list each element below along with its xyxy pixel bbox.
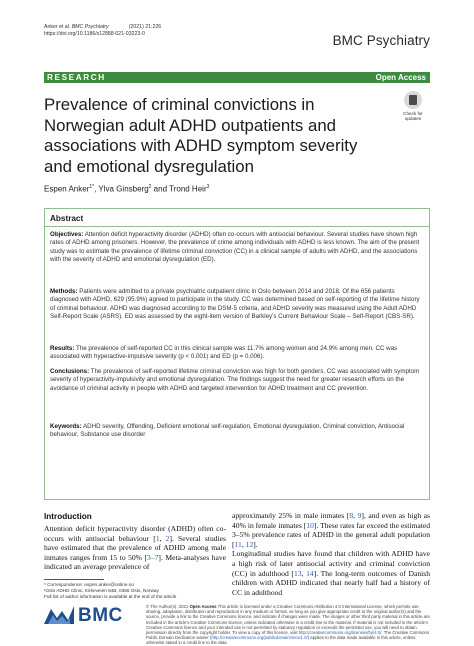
license-link[interactable]: http://creativecommons.org/licenses/by/4.0/ (298, 630, 382, 636)
footnotes (44, 582, 226, 599)
author-list: Espen Anker$^{1*}$, Ylva Ginsberg$^2$ and Trond Heir$^3$ (44, 184, 210, 194)
citation-reference[interactable]: 3–7 (147, 552, 159, 562)
article-type-banner (44, 72, 430, 83)
page-header (44, 24, 430, 52)
body-text: ]. (253, 539, 258, 549)
author-affiliation-mark: 1* (89, 184, 95, 190)
bmc-logo-text: BMC (78, 605, 123, 626)
author-name[interactable]: Ylva Ginsberg (98, 184, 149, 194)
section-text: Patients were admitted to a private psychiatric outpatient clinic in Oslo between 2014 and 2018. Of the 656 patients diagnosed with ADHD, 629 (95.9%) agreed to participate in the study. CC was determined based on self-reporting of the lifetime history of criminal behaviour. ADHD was diagnosed according to the DSM-5 criteria, and ADHD severity was measured using the Adult ADHD Self-Report Scale (ASRS). ED was assessed by the eight-item version of Barkley's Current Behaviour Scale – Self-Report (CBS-SR). (50, 288, 420, 321)
body-text: , (353, 511, 358, 520)
section-text: The prevalence of self-reported CC in this clinical sample was 11.7% among women and 24.9% among men. CC was associated with hyperactive-impulsive severity (p < 0.001) and ED (p = 0.006). (50, 345, 398, 361)
body-text: ], and even as high as 40% in female inmates [ (232, 511, 431, 530)
body-column-right (232, 511, 430, 597)
article-title: Prevalence of criminal convictions in Norwegian adult ADHD outpatients and associations with ADHD symptom severity and emotional dysregulation (44, 95, 358, 176)
body-text: ]. Meta-analyses have indicated an average prevalence of (44, 552, 226, 572)
body-column-left (44, 524, 226, 572)
citation-reference[interactable]: 2 (165, 533, 170, 543)
body-text: , (159, 533, 166, 543)
section-text: The prevalence of self-reported lifetime criminal conviction was high for both genders. CC was associated with symptom severity of hyperactivity-impulsivity and emotional dysregulation. The findings suggest the need for greater research efforts on the avoidance of criminal activity in people with ADHD and targeted intervention for ADHD treatment and CC prevention. (50, 368, 420, 392)
author-name[interactable]: Trond Heir (169, 184, 207, 194)
body-text: ]. These rates far exceed the estimated 3–5% prevalence rates of ADHD in the general adult population [ (232, 520, 430, 549)
bmc-logo (44, 604, 140, 628)
body-text: ]. The long-term outcomes of Danish children with ADHD indicated that nearly half had a history of CC in adulthood (232, 568, 430, 597)
license-link[interactable]: http://creativecommons.org/publicdomain/zero/1.0/ (211, 635, 308, 641)
section-heading: Keywords: (50, 423, 82, 430)
check-for-updates-button[interactable] (396, 90, 430, 128)
citation-authors: Anker et al. (44, 24, 71, 30)
citation-reference[interactable]: 12 (245, 539, 254, 549)
section-text: Attention deficit hyperactivity disorder (ADHD) often co-occurs with antisocial behaviour. Several studies have shown high rates of ADHD among prisoners. However, the prevalence of crime among individuals with ADHD is less known. The aim of the present study was to estimate the prevalence of lifetime criminal conviction (CC) in a clinical sample of adults with ADHD, and the associations with the severity of ADHD and emotional dysregulation (ED). (50, 231, 420, 264)
citation-reference[interactable]: 11 (234, 539, 242, 549)
introduction-heading: Introduction (44, 512, 92, 521)
section-heading: Methods: (50, 288, 78, 295)
open-access-label: Open Access (375, 73, 426, 82)
abstract-conclusions (50, 368, 424, 393)
citation-journal: BMC Psychiatry (71, 24, 109, 30)
journal-name: BMC Psychiatry (332, 33, 430, 48)
body-text: , (241, 539, 246, 549)
abstract-divider (45, 226, 429, 227)
author-name[interactable]: Espen Anker (44, 184, 90, 194)
affiliation-note: ¹Oslo ADHD Clinic, Kirkeveien 64B, 0366 Oslo, Norway (44, 587, 159, 593)
abstract-heading: Abstract (50, 214, 84, 223)
article-type-label: RESEARCH (47, 73, 106, 82)
correspondence-note[interactable]: * Correspondence: espen.anker@online.no (44, 582, 134, 587)
section-heading: Objectives: (50, 231, 84, 238)
section-text: ADHD severity, Offending, Deficient emotional self-regulation, Emotional dysregulation, Criminal conviction, Antisocial behaviour, Substance use disorder (50, 423, 405, 439)
body-text: Longitudinal studies have found that children with ADHD have a high risk of later antisocial activity and criminal conviction (CC) in adulthood [ (232, 549, 430, 578)
abstract-results (50, 345, 424, 362)
license-text: This article is licensed under a Creative Commons Attribution 4.0 International License, which permits use, sharing, adaptation, distribution and reproduction in any medium or format, as long as you give appropriate credit to the original author(s) and the source, provide a link to the Creative Commons licence, and indicate if changes were made. The images or other third party material in this article are included in the article's Creative Commons licence, unless indicated otherwise in a credit line to the material. If material is not included in the article's Creative Commons licence and your intended use is not permitted by statutory regulation or exceeds the permitted use, you will need to obtain permission directly from the copyright holder. To view a copy of this licence, visit (146, 604, 430, 636)
check-updates-label: Check for updates (403, 111, 423, 122)
license-open-access: Open Access (189, 604, 217, 609)
license-copyright: © The Author(s). 2021 (146, 604, 190, 609)
body-text: , (301, 568, 307, 578)
citation-reference[interactable]: 9 (357, 511, 362, 520)
author-affiliation-mark: 2 (148, 184, 152, 190)
abstract-keywords (50, 423, 424, 440)
citation-reference[interactable]: 10 (306, 520, 314, 530)
abstract-objectives (50, 231, 424, 265)
bmc-logo-icon (44, 606, 74, 624)
body-text: ]. Several studies have estimated that the prevalence of ADHD among male inmates ranges from 15 to 50% [ (44, 533, 227, 562)
author-affiliation-mark: 3 (206, 184, 210, 190)
section-heading: Results: (50, 345, 75, 352)
citation-reference[interactable]: 13 (293, 568, 302, 578)
abstract-box (44, 208, 430, 500)
citation-reference[interactable]: 8 (349, 511, 354, 520)
license-text: ) applies to the data made available in this article, unless otherwise stated in a credit line to the data. (146, 635, 416, 646)
section-heading: Conclusions: (50, 368, 90, 375)
body-text: Attention deficit hyperactivity disorder (ADHD) often co-occurs with antisocial behaviour [ (44, 524, 226, 543)
body-text: approximately 25% in male inmates [ (232, 511, 350, 520)
doi-link[interactable]: https://doi.org/10.1186/s12888-021-03223-0 (44, 30, 145, 37)
citation-reference[interactable]: 1 (155, 533, 160, 543)
citation-block (44, 24, 161, 37)
check-updates-icon (404, 91, 422, 109)
citation-reference[interactable]: 14 (306, 568, 314, 578)
citation-volume: (2021) 21:226 (128, 24, 162, 30)
license-notice (146, 604, 430, 646)
footnote-divider (44, 579, 104, 580)
abstract-methods (50, 288, 424, 322)
author-info-note: Full list of author information is available at the end of the article (44, 593, 177, 599)
license-text: . The Creative Commons Public Domain Dedication waiver ( (146, 630, 430, 641)
